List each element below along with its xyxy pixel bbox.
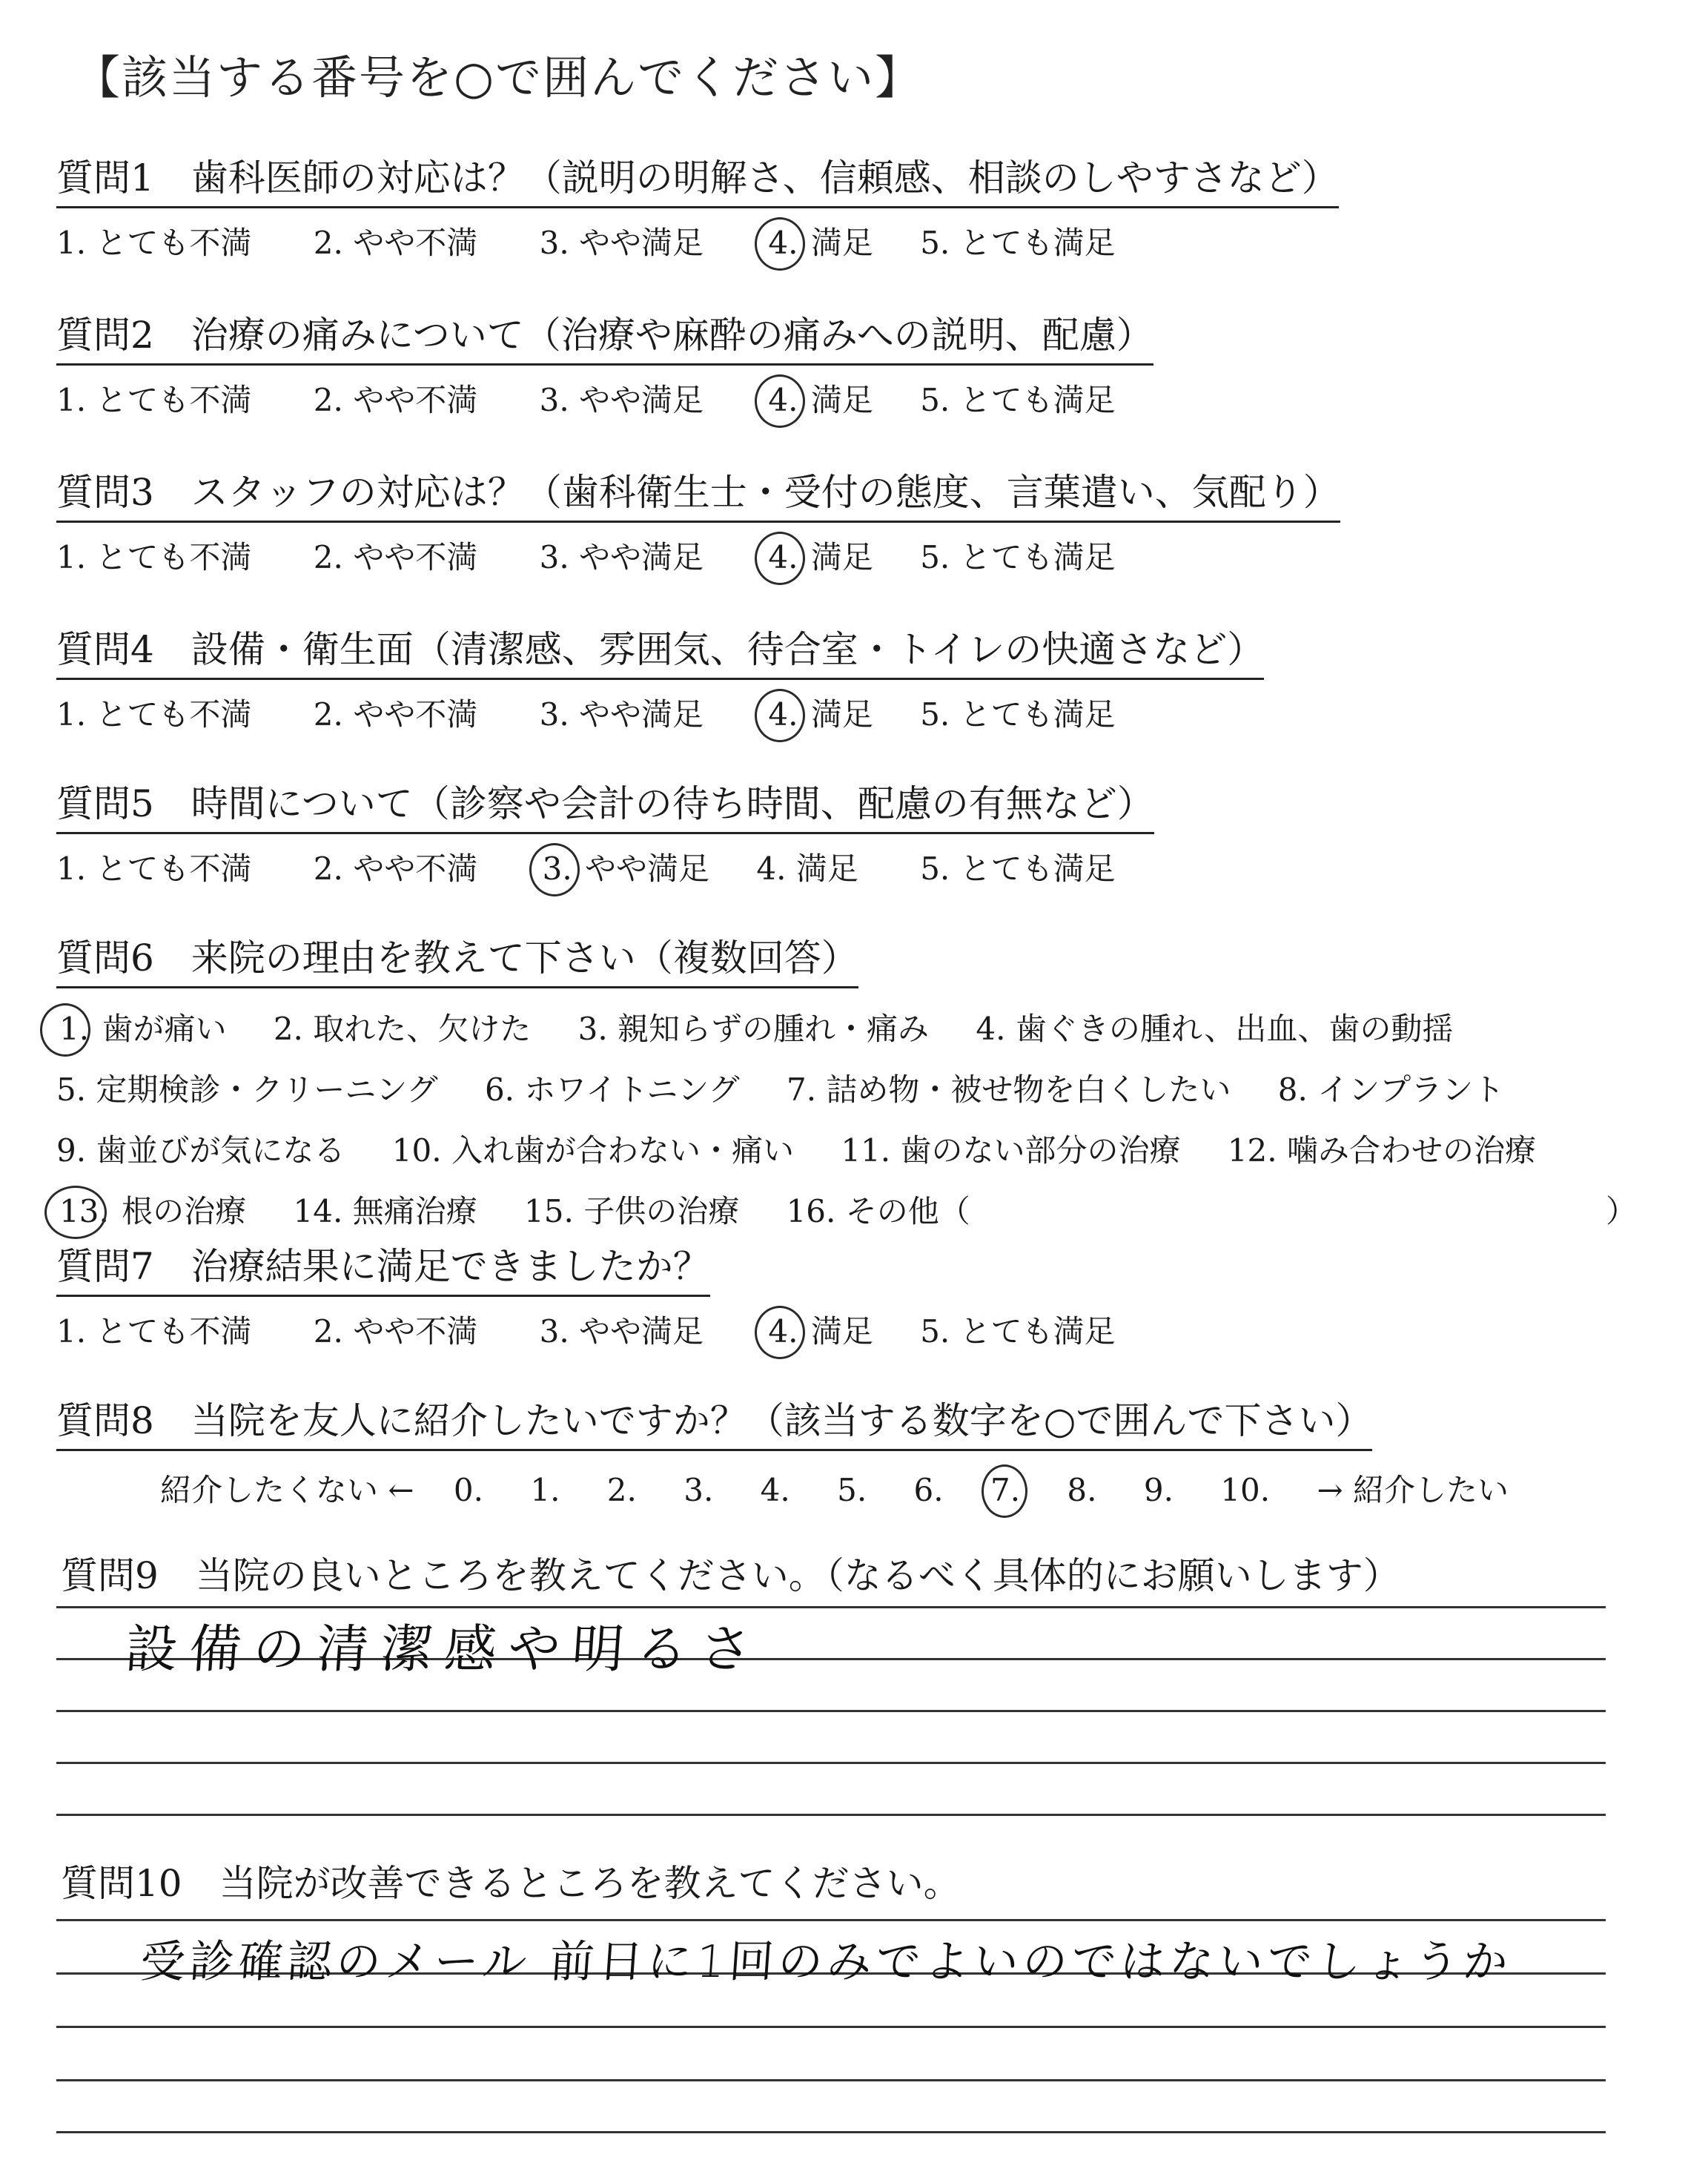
q10-answer-line-1	[56, 1919, 1606, 1921]
question-4-title: 質問4 設備・衛生面（清潔感、雰囲気、待合室・トイレの快適さなど）	[56, 620, 1264, 680]
question-4-options	[56, 690, 1264, 735]
q6-option-3[interactable]: 3. 親知らずの腫れ・痛み	[577, 1011, 930, 1047]
q5-option-4[interactable]: 4. 満足	[756, 851, 858, 887]
question-3	[56, 463, 1340, 578]
q3-option-2[interactable]: 2. やや不満	[313, 539, 478, 575]
question-9-title: 質問9 当院の良いところを教えてください。（なるべく具体的にお願いします）	[61, 1554, 1400, 1597]
q6-option-4[interactable]: 4. 歯ぐきの腫れ、出血、歯の動揺	[976, 1011, 1454, 1047]
q6-option-9[interactable]: 9. 歯並びが気になる	[56, 1132, 345, 1169]
q1-selection-circle	[755, 217, 805, 271]
q6-line-3	[56, 1126, 1573, 1171]
q6-option-1[interactable]	[56, 1005, 226, 1049]
q4-selection-circle	[755, 689, 805, 742]
question-7	[56, 1237, 1168, 1352]
q7-option-4-label: 満足	[810, 1313, 873, 1350]
q6-option-5[interactable]: 5. 定期検診・クリーニング	[56, 1071, 438, 1108]
q2-option-4[interactable]	[765, 376, 873, 420]
q6-selection-circle-13	[44, 1186, 107, 1239]
q10-answer-line-3	[56, 2026, 1606, 2028]
q8-score-2[interactable]: 2.	[606, 1472, 637, 1508]
q7-option-4[interactable]	[765, 1307, 873, 1352]
q4-option-1[interactable]: 1. とても不満	[56, 696, 252, 733]
q9-answer-line-5	[56, 1814, 1606, 1816]
question-10	[61, 1854, 961, 1907]
question-8-title: 質問8 当院を友人に紹介したいですか？（該当する数字を○で囲んで下さい）	[56, 1391, 1372, 1451]
q5-selection-circle	[529, 843, 580, 896]
q5-option-3-label: やや満足	[585, 851, 710, 887]
q6-option-11[interactable]: 11. 歯のない部分の治療	[841, 1132, 1181, 1169]
q10-answer-line-4	[56, 2079, 1606, 2081]
question-5	[56, 774, 1168, 889]
q3-option-1[interactable]: 1. とても不満	[56, 539, 252, 575]
q1-option-4-label: 満足	[810, 225, 873, 261]
q6-option-2[interactable]: 2. 取れた、欠けた	[273, 1011, 532, 1047]
q8-score-4[interactable]: 4.	[760, 1472, 790, 1508]
q3-selection-circle	[755, 532, 805, 585]
q4-option-4-number: 4.	[768, 696, 798, 733]
q2-option-3[interactable]: 3. やや満足	[539, 382, 704, 418]
q10-handwritten-answer[interactable]: 受診確認のメール 前日に1回のみでよいのではないでしょうか	[139, 1936, 1515, 1988]
q3-option-4-label: 満足	[810, 539, 873, 575]
q5-option-1[interactable]: 1. とても不満	[56, 851, 252, 887]
q1-option-4[interactable]	[765, 219, 873, 263]
q8-score-1[interactable]: 1.	[530, 1472, 560, 1508]
q6-line-4	[56, 1187, 1638, 1232]
q3-option-4-number: 4.	[768, 539, 798, 575]
q3-option-4[interactable]	[765, 533, 873, 578]
q8-left-label: 紹介したくない ←	[160, 1472, 414, 1508]
q6-option-13[interactable]	[56, 1187, 246, 1232]
q5-option-2[interactable]: 2. やや不満	[313, 851, 478, 887]
q6-option-16[interactable]: 16. その他（	[786, 1193, 970, 1229]
q6-option-7[interactable]: 7. 詰め物・被せ物を白くしたい	[786, 1071, 1231, 1108]
question-7-title: 質問7 治療結果に満足できましたか？	[56, 1237, 710, 1297]
q1-option-3[interactable]: 3. やや満足	[539, 225, 704, 261]
q6-option-1-number: 1.	[59, 1011, 90, 1047]
q6-option-10[interactable]: 10. 入れ歯が合わない・痛い	[391, 1132, 794, 1169]
q4-option-4[interactable]	[765, 690, 873, 735]
question-6	[56, 928, 1638, 1232]
q9-answer-line-3	[56, 1710, 1606, 1712]
q6-option-14[interactable]: 14. 無痛治療	[293, 1193, 477, 1229]
q4-option-5[interactable]: 5. とても満足	[920, 696, 1116, 733]
q8-score-3[interactable]: 3.	[683, 1472, 714, 1508]
q8-score-9[interactable]: 9.	[1143, 1472, 1174, 1508]
q2-selection-circle	[755, 374, 805, 428]
q2-option-1[interactable]: 1. とても不満	[56, 382, 252, 418]
question-3-options	[56, 533, 1340, 578]
q6-option-13-number: 13.	[59, 1193, 109, 1229]
q5-option-5[interactable]: 5. とても満足	[920, 851, 1116, 887]
question-1-title: 質問1 歯科医師の対応は？（説明の明解さ、信頼感、相談のしやすさなど）	[56, 148, 1339, 208]
q2-option-4-number: 4.	[768, 382, 798, 418]
q1-option-5[interactable]: 5. とても満足	[920, 225, 1116, 261]
question-9	[61, 1546, 1400, 1599]
q3-option-5[interactable]: 5. とても満足	[920, 539, 1116, 575]
q6-other-close-paren: ）	[1606, 1193, 1638, 1229]
q4-option-2[interactable]: 2. やや不満	[313, 696, 478, 733]
q1-option-1[interactable]: 1. とても不満	[56, 225, 252, 261]
question-4	[56, 620, 1264, 735]
question-7-options	[56, 1307, 1168, 1352]
q7-option-4-number: 4.	[768, 1313, 798, 1350]
q8-score-10[interactable]: 10.	[1220, 1472, 1271, 1508]
q5-option-3[interactable]	[540, 845, 709, 889]
q7-selection-circle	[755, 1306, 805, 1359]
q1-option-2[interactable]: 2. やや不満	[313, 225, 478, 261]
q8-scale	[160, 1466, 1538, 1510]
q6-option-12[interactable]: 12. 噛み合わせの治療	[1227, 1132, 1536, 1169]
q7-option-3[interactable]: 3. やや満足	[539, 1313, 704, 1350]
question-2-title: 質問2 治療の痛みについて（治療や麻酔の痛みへの説明、配慮）	[56, 305, 1153, 366]
question-6-title: 質問6 来院の理由を教えて下さい（複数回答）	[56, 928, 858, 988]
question-5-title: 質問5 時間について（診察や会計の待ち時間、配慮の有無など）	[56, 774, 1154, 834]
q6-option-1-label: 歯が痛い	[102, 1011, 227, 1047]
q2-option-4-label: 満足	[810, 382, 873, 418]
q9-answer-line-4	[56, 1762, 1606, 1764]
q8-score-0[interactable]: 0.	[453, 1472, 483, 1508]
question-5-options	[56, 845, 1168, 889]
question-8	[56, 1391, 1538, 1510]
q8-score-5[interactable]: 5.	[837, 1472, 867, 1508]
q7-option-5[interactable]: 5. とても満足	[920, 1313, 1116, 1350]
q9-handwritten-answer[interactable]: 設備の清潔感や明るさ	[123, 1619, 766, 1680]
question-2-options	[56, 376, 1168, 420]
q7-option-2[interactable]: 2. やや不満	[313, 1313, 478, 1350]
q2-option-5[interactable]: 5. とても満足	[920, 382, 1116, 418]
question-10-title: 質問10 当院が改善できるところを教えてください。	[61, 1862, 961, 1905]
q6-option-6[interactable]: 6. ホワイトニング	[484, 1071, 740, 1108]
q1-option-4-number: 4.	[768, 225, 798, 261]
q4-option-4-label: 満足	[810, 696, 873, 733]
q6-option-13-label: 根の治療	[122, 1193, 247, 1229]
q6-option-15[interactable]: 15. 子供の治療	[524, 1193, 740, 1229]
q5-option-3-number: 3.	[542, 851, 572, 887]
q2-option-2[interactable]: 2. やや不満	[313, 382, 478, 418]
question-1-options	[56, 219, 1339, 263]
question-3-title: 質問3 スタッフの対応は？（歯科衛生士・受付の態度、言葉遣い、気配り）	[56, 463, 1340, 523]
q4-option-3[interactable]: 3. やや満足	[539, 696, 704, 733]
page-header: 【該当する番号を○で囲んでください】	[74, 50, 923, 105]
q8-score-8[interactable]: 8.	[1067, 1472, 1097, 1508]
q6-selection-circle-1	[40, 1003, 90, 1057]
q6-line-2	[56, 1066, 1573, 1110]
q8-right-label: → 紹介したい	[1317, 1472, 1509, 1508]
q3-option-3[interactable]: 3. やや満足	[539, 539, 704, 575]
q8-score-7-number: 7.	[990, 1472, 1021, 1508]
question-2	[56, 305, 1168, 420]
question-1	[56, 148, 1339, 263]
q8-score-7[interactable]	[990, 1472, 1020, 1508]
q6-option-8[interactable]: 8. インプラント	[1277, 1071, 1505, 1108]
q7-option-1[interactable]: 1. とても不満	[56, 1313, 252, 1350]
q8-score-6[interactable]: 6.	[913, 1472, 944, 1508]
q6-line-1	[56, 1005, 1573, 1049]
q8-selection-circle	[982, 1464, 1027, 1518]
q10-answer-line-5	[56, 2131, 1606, 2133]
